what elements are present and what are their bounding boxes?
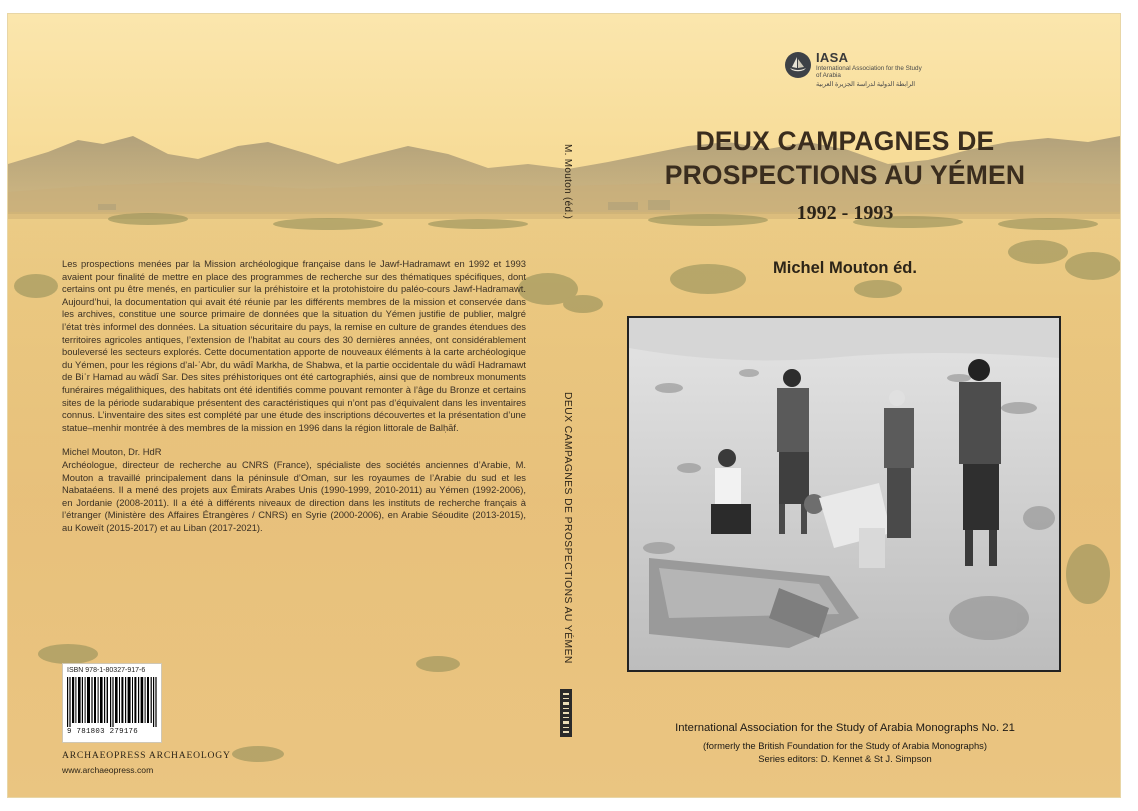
book-dates: 1992 - 1993 (796, 202, 894, 224)
publisher-url: www.archaeopress.com (62, 765, 154, 775)
excavation-photo-image (629, 318, 1059, 670)
cover-photograph (627, 316, 1061, 672)
series-former-name: (formerly the British Foundation for the Study of Arabia Monographs) (703, 740, 987, 751)
iasa-full-name: International Association for the Study of Arabia (816, 65, 922, 79)
series-title: International Association for the Study of Arabia Monographs No. 21 (675, 722, 1015, 734)
author-name: Michel Mouton, Dr. HdR (62, 446, 162, 458)
title-line-1: DEUX CAMPAGNES DE (695, 126, 995, 156)
series-editors: Series editors: D. Kennet & St J. Simpson (758, 753, 932, 764)
title-line-2: PROSPECTIONS AU YÉMEN (664, 160, 1026, 190)
spine-editor: M. Mouton (éd.) (562, 144, 573, 220)
back-cover-blurb (62, 258, 526, 534)
dhow-boat-icon (784, 51, 812, 79)
author-bio: Archéologue, directeur de recherche au CNRS (France), spécialiste des sociétés anciennes d’Arabie, M. Mouton a travaillé principalement dans la péninsule d’Oman, sur les royaumes de l’Arabie du sud et les Nabataéens. Il a mené des projets aux Émirats Arabes Unis (1990-1999, 2010-2011) au Yémen (1992-2006), en Jordanie (2008-2011). Il a été à différents niveaux de direction dans les instituts de recherche français à l’étranger (Ministère des Affaires Étrangères / CNRS) en Syrie (2000-2006), en Arabie Séoudite (2013-2015), au Koweït (2015-2017) et au Liban (2017-2021). (62, 458, 526, 533)
barcode-icon (67, 677, 157, 727)
book-cover (8, 14, 1120, 797)
iasa-logo (784, 50, 964, 104)
description-paragraph: Les prospections menées par la Mission archéologique française dans le Jawf-Hadramawt en 1992 et 1993 avaient pour finalité de mettre en place des programmes de recherche sur des thématiques spécifiques, dont certains ont pu être menés, en particulier sur la préhistoire et la protohistoire du paléo-cours Jawf-Hadramawt. Aujourd’hui, la documentation qui avait été réunie par les différents membres de la mission et conservée dans les archives, constitue une source primaire de données que la situation du Yémen justifie de publier, malgré l’état très informel des données. La situation sécuritaire du pays, la remise en culture de grandes étendues des territoires agricoles antiques, l’extension de l’habitat au cours des 30 dernières années, ont considérablement bouleversé les secteurs explorés. Cette documentation apporte de nouveaux éléments à la carte archéologique du Yémen, pour les régions d’al-ʿAbr, du wādī Markha, de Shabwa, et la partie occidentale du wādī Hadramawt de Biʾr Hamad au wādī Sar. Des sites préhistoriques ont été cartographiés, ainsi que de nombreux monuments funéraires mégalithiques, des habitats ont été identifiés comme pouvant remonter à l’âge du Bronze et certains sites de la période sudarabique présentent des caractéristiques qui n’ont pas d’équivalent dans les inventaires connus. L’inventaire des sites est complété par une étude des inscriptions découvertes et la présentation d’une statue–menhir montrée à des membres de la mission en 1996 dans la région littorale de Balḥāf. (62, 258, 526, 433)
isbn-number: ISBN 978-1-80327-917-6 (67, 667, 146, 674)
book-title (610, 124, 1080, 192)
isbn-barcode (62, 663, 162, 743)
publisher-spine-logo-icon (560, 689, 572, 737)
iasa-acronym: IASA (816, 50, 849, 65)
iasa-arabic-name: الرابطة الدولية لدراسة الجزيرة العربية (816, 81, 916, 88)
publisher-name: ARCHAEOPRESS ARCHAEOLOGY (62, 750, 231, 761)
barcode-digits: 9 781803 279176 (67, 728, 139, 736)
author-paragraph (62, 446, 526, 534)
book-editor: Michel Mouton éd. (773, 259, 917, 277)
spine-title: DEUX CAMPAGNES DE PROSPECTIONS AU YÉMEN (562, 392, 573, 664)
